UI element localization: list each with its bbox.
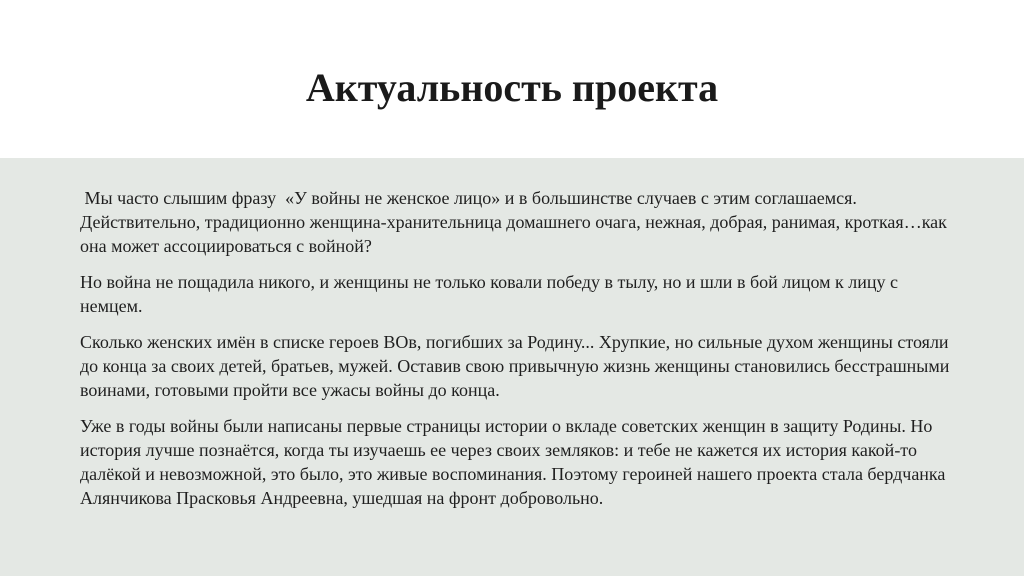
paragraph-intro: Мы часто слышим фразу «У войны не женское лицо» и в большинстве случаев с этим соглашаемся. Действительно, традиционно женщина-хранительница домашнего очага, нежная, добрая, ранимая, кроткая…как она может ассоциироваться с войной?: [80, 188, 952, 256]
slide-title: Актуальность проекта: [305, 65, 719, 110]
paragraph-war: Но война не пощадила никого, и женщины не только ковали победу в тылу, но и шли в бой лицом к лицу с немцем.: [80, 272, 899, 316]
paragraph-heroes: Сколько женских имён в списке героев ВОв, погибших за Родину... Хрупкие, но сильные духом женщины стояли до конца за своих детей, братьев, мужей. Оставив свою привычную жизнь женщины становились бесстрашными воинами, готовыми пройти все ужасы войны до конца.: [80, 332, 950, 400]
body-area: [0, 158, 1024, 576]
paragraph-history: Уже в годы войны были написаны первые страницы истории о вкладе советских женщин в защиту Родины. Но история лучше познаётся, когда ты изучаешь ее через своих земляков: и тебе не кажется их история какой-то далёкой и невозможной, это было, это живые воспоминания. Поэтому героиней нашего проекта стала бердчанка Алянчикова Прасковья Андреевна, ушедшая на фронт добровольно.: [80, 416, 946, 508]
slide-content: [80, 186, 960, 522]
title-area: [0, 0, 1024, 158]
